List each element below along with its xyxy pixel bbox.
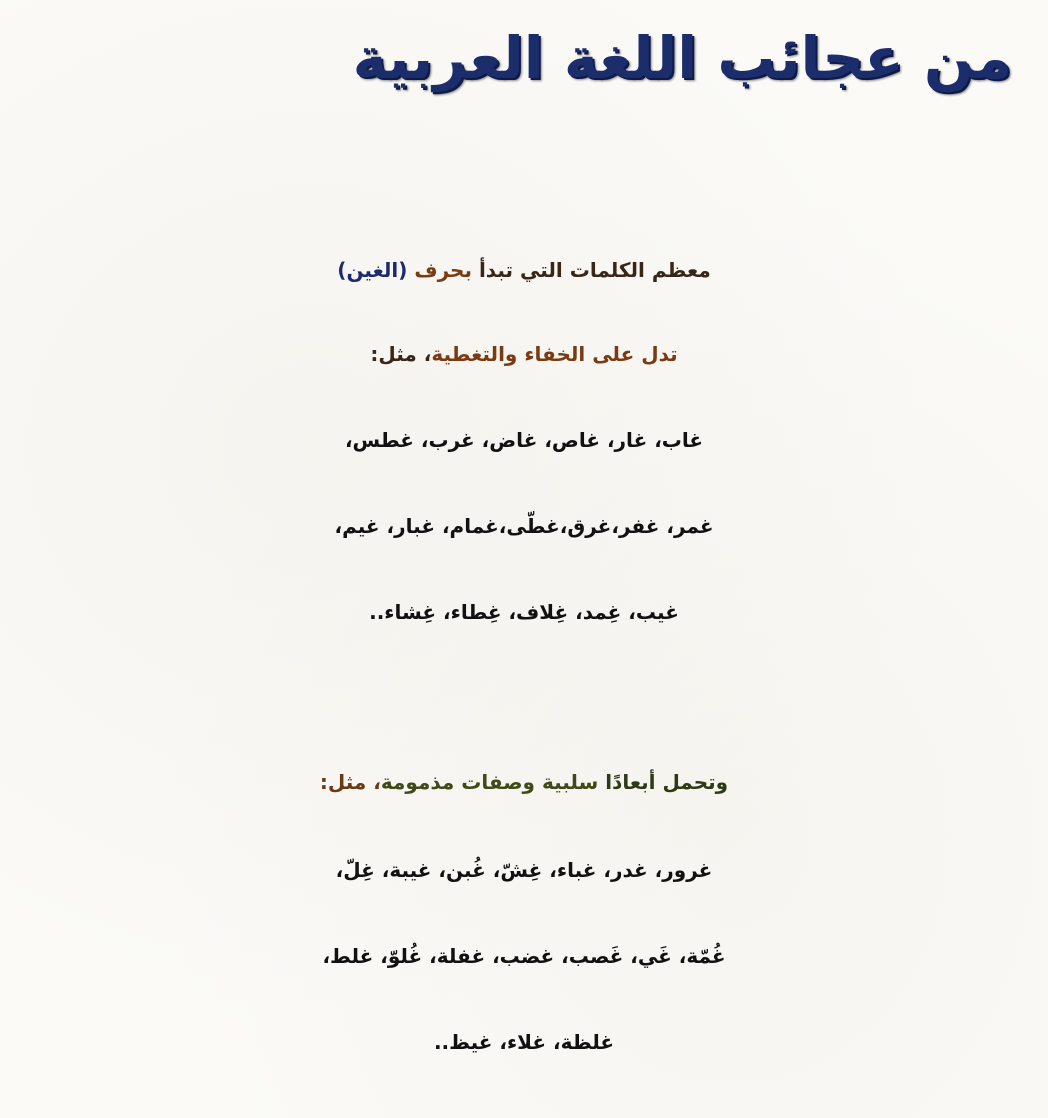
page-title: من عجائب اللغة العربية (352, 24, 1012, 92)
negative-intro-line (0, 770, 1048, 794)
intro-text-2: تدل على الخفاء والتغطية (431, 342, 678, 366)
group1-line-1: غاب، غار، غاص، غاض، غرب، غطس، (344, 428, 704, 452)
intro-line-2 (0, 342, 1048, 366)
intro-highlight-ghain: (الغين) (337, 258, 408, 282)
group2-line-2: غُمّة، غَي، غَصب، غضب، غفلة، غُلوّ، غلط، (322, 944, 726, 968)
intro-line-1 (0, 258, 1048, 282)
group1-line-2: غمر، غفر،غرق،غطّى،غمام، غبار، غيم، (334, 514, 714, 538)
group2-line-1: غرور، غدر، غباء، غِشّ، غُبن، غيبة، غِلّ، (335, 858, 713, 882)
group2-line-3: غلظة، غلاء، غيظ.. (433, 1030, 615, 1054)
negative-text-1: وتحمل أبعادًا (605, 770, 729, 794)
intro-text-1: معظم الكلمات التي تبدأ (478, 258, 711, 282)
negative-text-2: سلبية وصفات مذمومة (380, 770, 599, 794)
intro-text-2-example: ، مثل: (370, 342, 432, 366)
negative-text-3: ، مثل: (319, 770, 381, 794)
group1-line-3: غيب، غِمد، غِلاف، غِطاء، غِشاء.. (369, 600, 679, 624)
intro-highlight-harf: بحرف (414, 258, 472, 282)
